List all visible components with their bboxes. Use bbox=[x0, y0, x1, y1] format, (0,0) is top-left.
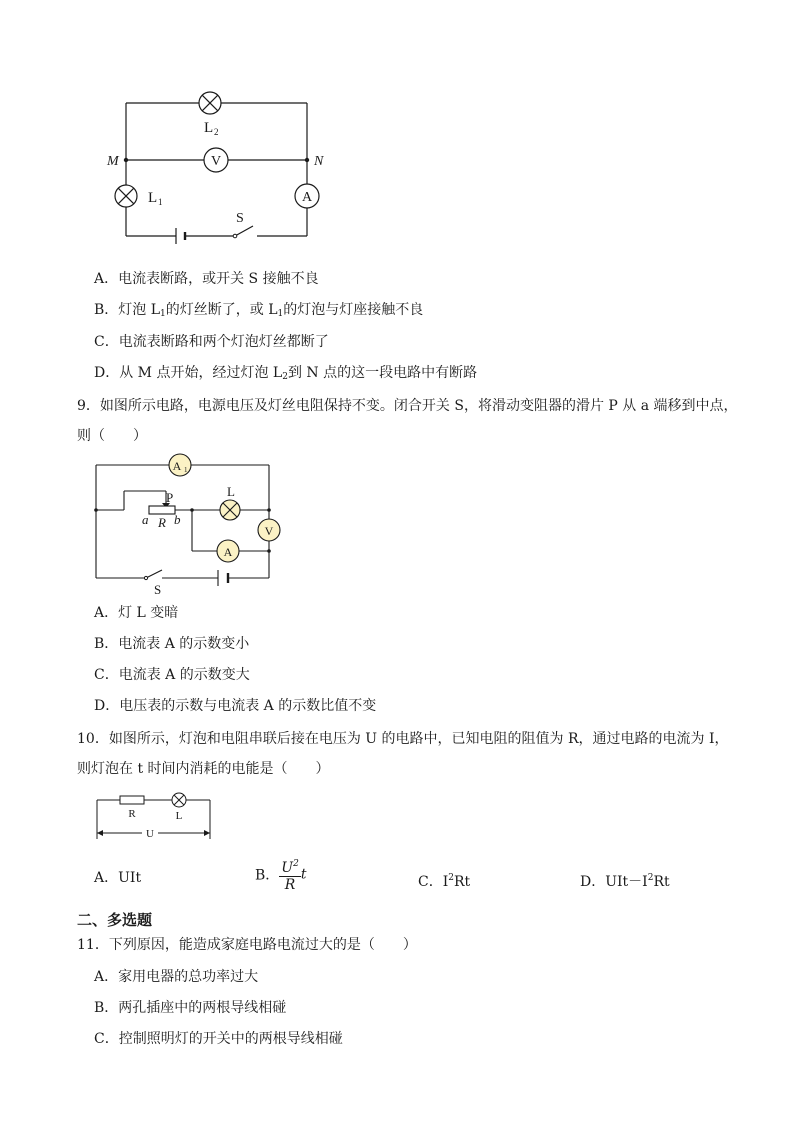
lamp-l-label: L bbox=[227, 484, 235, 499]
voltmeter-icon bbox=[204, 148, 228, 172]
q10-option-c: C．$I^2Rt$ bbox=[418, 873, 471, 890]
ammeter-label: A bbox=[301, 190, 313, 205]
q11-option-a: A．家用电器的总功率过大 bbox=[94, 969, 259, 985]
lamp-l2-icon bbox=[199, 92, 221, 114]
voltmeter-label: V bbox=[210, 154, 222, 169]
lamp-l1-icon bbox=[115, 185, 137, 207]
q9-option-c: C．电流表 A 的示数变大 bbox=[94, 667, 250, 683]
end-b-label: b bbox=[174, 512, 181, 527]
l1-label: L bbox=[148, 190, 158, 206]
q11-stem: 11．下列原因，能造成家庭电路电流过大的是（ ） bbox=[77, 937, 417, 953]
section-heading: 二、多选题 bbox=[77, 911, 153, 929]
ammeter-a1-icon bbox=[169, 454, 191, 476]
v-label: V bbox=[264, 524, 274, 538]
lamp-icon bbox=[172, 793, 186, 807]
q9-option-a: A．灯 L 变暗 bbox=[94, 605, 179, 621]
l1-sub-label: 1 bbox=[158, 197, 163, 207]
l2-label: L bbox=[204, 120, 214, 136]
q9-circuit-diagram bbox=[90, 452, 290, 597]
q10-option-b: B． $\frac{U^2}{R}$ t bbox=[255, 856, 306, 893]
q10-option-a: A．UIt bbox=[94, 870, 142, 886]
q9-option-b: B．电流表 A 的示数变小 bbox=[94, 636, 250, 652]
resistor-r-label: R bbox=[128, 808, 136, 820]
l2-sub-label: 2 bbox=[214, 127, 219, 137]
slider-p-label: P bbox=[166, 490, 174, 505]
q10-circuit-diagram bbox=[92, 787, 217, 842]
switch-s-label: S bbox=[236, 211, 244, 226]
rheostat-r-label: R bbox=[158, 515, 166, 530]
q10-stem-line2: 则灯泡在 t 时间内消耗的电能是（ ） bbox=[77, 761, 330, 777]
a1-label: A bbox=[172, 459, 182, 473]
q9-option-d: D．电压表的示数与电流表 A 的示数比值不变 bbox=[94, 698, 377, 714]
a-label: A bbox=[223, 545, 233, 559]
lamp-l-label: L bbox=[175, 810, 183, 822]
q9-stem-line1: 9．如图所示电路，电源电压及灯丝电阻保持不变。闭合开关 S，将滑动变阻器的滑片 P 从 a 端移到中点， bbox=[77, 398, 738, 414]
point-n-label: N bbox=[314, 154, 324, 169]
q9-stem-line2: 则（ ） bbox=[77, 428, 147, 444]
q8-option-c: C．电流表断路和两个灯泡灯丝都断了 bbox=[94, 334, 329, 350]
q8-circuit-diagram bbox=[100, 85, 340, 250]
a1-sub-label: 1 bbox=[184, 466, 188, 474]
q10-option-d: D．$UIt-I^2Rt$ bbox=[580, 873, 670, 890]
q8-option-d: D．从 M 点开始，经过灯泡 $L_2$到 N 点的这一段电路中有断路 bbox=[94, 365, 478, 382]
resistor-icon bbox=[120, 796, 144, 804]
switch-s-label: S bbox=[154, 582, 162, 597]
voltage-u-label: U bbox=[146, 828, 154, 840]
ammeter-a-icon bbox=[217, 540, 239, 562]
ammeter-icon bbox=[295, 184, 319, 208]
q11-option-b: B．两孔插座中的两根导线相碰 bbox=[94, 1000, 287, 1016]
q8-option-a: A．电流表断路，或开关 S 接触不良 bbox=[94, 271, 319, 287]
q11-option-c: C．控制照明灯的开关中的两根导线相碰 bbox=[94, 1031, 343, 1047]
point-m-label: M bbox=[107, 154, 119, 169]
end-a-label: a bbox=[142, 512, 149, 527]
q8-option-b: B．灯泡 $L_1$的灯丝断了，或 $L_1$的灯泡与灯座接触不良 bbox=[94, 302, 424, 319]
lamp-l-icon bbox=[220, 500, 240, 520]
voltmeter-icon bbox=[258, 519, 280, 541]
q10-stem-line1: 10．如图所示，灯泡和电阻串联后接在电压为 U 的电路中，已知电阻的阻值为 R，通过电路的电流为 I， bbox=[77, 731, 729, 747]
rheostat-icon bbox=[149, 506, 175, 514]
